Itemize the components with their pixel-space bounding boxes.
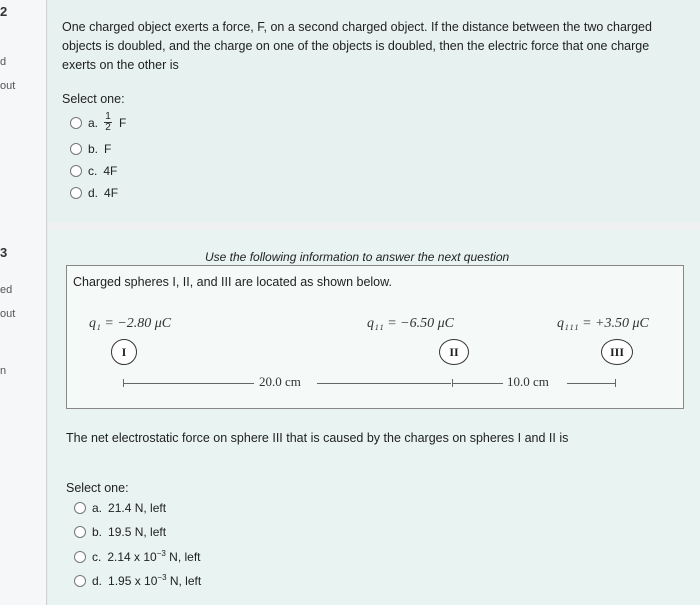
q3-flag-icon[interactable]: n bbox=[0, 365, 7, 377]
distance-label-2: 10.0 cm bbox=[507, 374, 549, 389]
info-box-caption: Charged spheres I, II, and III are located as shown below. bbox=[73, 275, 392, 289]
q1-option-a[interactable]: a. $\frac{1}{2}$ F bbox=[70, 112, 126, 133]
radio-icon[interactable] bbox=[74, 551, 86, 563]
distance-label-1: 20.0 cm bbox=[259, 374, 301, 389]
radio-icon[interactable] bbox=[74, 575, 86, 587]
radio-icon[interactable] bbox=[74, 502, 86, 514]
q1-select-one-label: Select one: bbox=[62, 92, 125, 106]
dimension-line-1b bbox=[317, 383, 451, 384]
charge-label-1: q₁ = −2.80 μC bbox=[89, 316, 172, 331]
q1-option-d[interactable]: d. 4F bbox=[70, 186, 118, 200]
q2-nav-mark: d bbox=[0, 56, 7, 68]
q3-nav-out: out bbox=[0, 308, 16, 320]
q2-nav-out: out bbox=[0, 80, 16, 92]
question-nav-sidebar bbox=[0, 0, 47, 605]
question-2-text: The net electrostatic force on sphere III that is caused by the charges on spheres I and II is bbox=[66, 431, 569, 445]
q2-nav-number[interactable]: 2 bbox=[0, 4, 8, 19]
dimension-tick-right bbox=[615, 379, 616, 387]
q1-option-b[interactable]: b. F bbox=[70, 142, 111, 156]
charge-label-3: q₁₁₁ = +3.50 μC bbox=[557, 316, 649, 331]
q3-nav-mark: ed bbox=[0, 284, 13, 296]
radio-icon[interactable] bbox=[70, 165, 82, 177]
radio-icon[interactable] bbox=[70, 117, 82, 129]
q1-option-c[interactable]: c. 4F bbox=[70, 164, 117, 178]
q2-option-c[interactable]: c. 2.14 x $10^{-3}$ N, left bbox=[74, 549, 201, 564]
sphere-3: III bbox=[601, 339, 633, 365]
charge-label-2: q₁₁ = −6.50 μC bbox=[367, 316, 454, 331]
sphere-2: II bbox=[439, 339, 469, 365]
q2-select-one-label: Select one: bbox=[66, 481, 129, 495]
q2-option-a[interactable]: a. 21.4 N, left bbox=[74, 501, 166, 515]
question-1-text: One charged object exerts a force, F, on a second charged object. If the distance between the two charged objects is doubled, and the charge on one of the objects is doubled, then the electric force that one charge exerts on the other is bbox=[62, 20, 652, 72]
fraction-one-half: $\frac{1}{2}$ bbox=[105, 111, 111, 133]
question-divider bbox=[48, 222, 700, 230]
sphere-1: I bbox=[111, 339, 137, 365]
q2-option-b[interactable]: b. 19.5 N, left bbox=[74, 525, 166, 539]
dimension-line-1a bbox=[124, 383, 254, 384]
dimension-line-2b bbox=[567, 383, 615, 384]
q2-option-d[interactable]: d. 1.95 x $10^{-3}$ N, left bbox=[74, 573, 201, 588]
info-box bbox=[66, 265, 684, 409]
radio-icon[interactable] bbox=[70, 187, 82, 199]
dimension-line-2a bbox=[453, 383, 503, 384]
q3-nav-number[interactable]: 3 bbox=[0, 245, 8, 260]
info-title: Use the following information to answer the next question bbox=[205, 250, 510, 264]
radio-icon[interactable] bbox=[74, 526, 86, 538]
radio-icon[interactable] bbox=[70, 143, 82, 155]
